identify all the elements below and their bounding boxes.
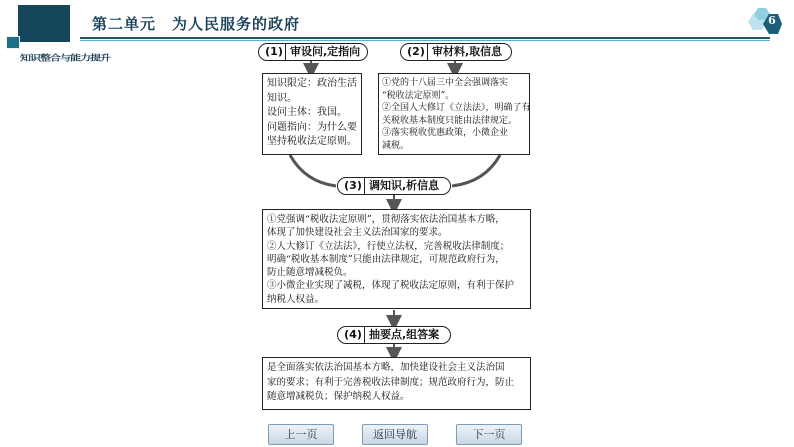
header-logo-block (18, 5, 70, 42)
step-1-label: (1) 审设问,定指向 (258, 43, 368, 61)
box-knowledge-analysis: ①党强调“税收法定原则”，贯彻落实依法治国基本方略， 体现了加快建设社会主义法治国家的要求。 ②人大修订《立法法》，行使立法权，完善税收法律制度； 明确“税收基本制度”只能由法律规定，可规范政府行为， 防止随意增减税负。 ③小微企业实现了减税，体现了税收法定原则，有利于保护 纳税人权益。 (262, 209, 531, 309)
box-question-analysis: 知识限定：政治生活 知识。 设问主体：我国。 问题指向：为什么要 坚持税收法定原则。 (262, 73, 362, 155)
header-divider (80, 37, 770, 39)
step-4-label: (4) 抽要点,组答案 (337, 326, 451, 344)
page-number: 6 (768, 14, 776, 27)
return-nav-button[interactable]: 返回导航 (362, 424, 428, 445)
next-page-button[interactable]: 下一页 (456, 424, 522, 445)
page-title: 第二单元 为人民服务的政府 (92, 15, 301, 33)
prev-page-button[interactable]: 上一页 (268, 424, 334, 445)
step-3-label: (3) 调知识,析信息 (337, 177, 451, 195)
box-material-analysis: ①党的十八届三中全会强调落实 “税收法定原则”。 ②全国人大修订《立法法》，明确了有 关税收基本制度只能由法律规定。 ③落实税收优惠政策，小微企业 减税。 (378, 73, 530, 155)
box-answer: 是全面落实依法治国基本方略，加快建设社会主义法治国 家的要求；有利于完善税收法律制度；规范政府行为，防止 随意增减税负；保护纳税人权益。 (262, 357, 531, 410)
header-divider-accent (80, 40, 770, 41)
section-label: 知识整合与能力提升 (20, 53, 110, 63)
step-2-label: (2) 审材料,取信息 (400, 43, 512, 61)
header-logo-small-block (6, 36, 20, 49)
